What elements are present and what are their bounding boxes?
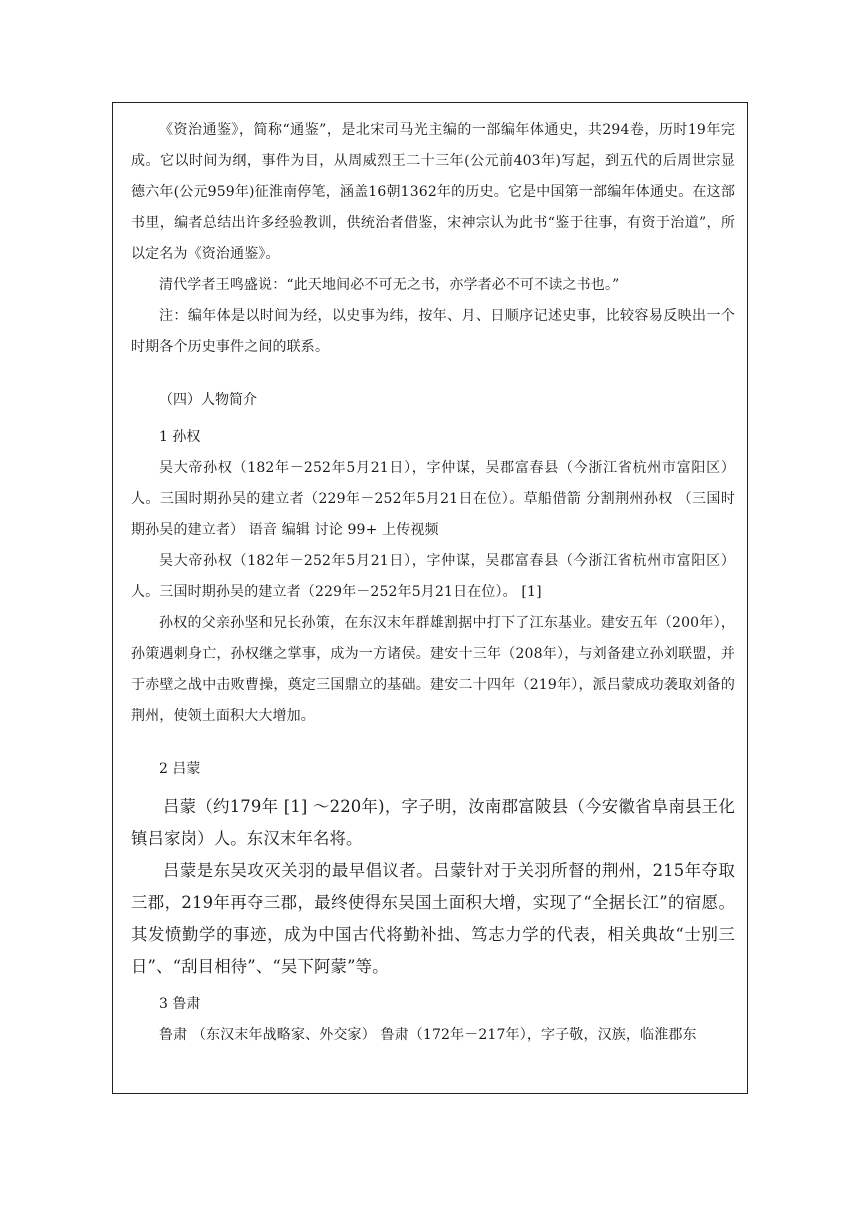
sunquan-paragraph-3: 孙权的父亲孙坚和兄长孙策，在东汉末年群雄割据中打下了江东基业。建安五年（200年），孙策遇刺身亡，孙权继之掌事，成为一方诸侯。建安十三年（208年），与刘备建立孙刘联盟，并于赤壁之战中击败曹操，奠定三国鼎立的基础。建安二十四年（219年），派吕蒙成功袭取刘备的荆州，使领土面积大大增加。 xyxy=(131,615,735,724)
lusu-paragraph-1: 鲁肃 （东汉末年战略家、外交家） 鲁肃（172年－217年），字子敬，汉族，临淮郡东 xyxy=(159,1027,697,1043)
sunquan-paragraph-2: 吴大帝孙权（182年－252年5月21日），字仲谋，吴郡富春县（今浙江省杭州市富阳区）人。三国时期孙吴的建立者（229年－252年5月21日在位）。 [1] xyxy=(131,553,735,600)
zztj-intro-paragraph: 《资治通鉴》，简称“通鉴”，是北宋司马光主编的一部编年体通史，共294卷，历时19年完成。它以时间为纲，事件为目，从周威烈王二十三年(公元前403年)写起，到五代的后周世宗显德六年(公元959年)征淮南停笔，涵盖16朝1362年的历史。它是中国第一部编年体通史。在这部书里，编者总结出许多经验教训，供统治者借鉴，宋神宗认为此书“鉴于往事，有资于治道”，所以定名为《资治通鉴》。 xyxy=(131,122,735,262)
section-heading: （四）人物简介 xyxy=(159,392,257,408)
content-frame xyxy=(112,102,748,1094)
lvmeng-paragraph-2: 吕蒙是东吴攻灭关羽的最早倡议者。吕蒙针对于关羽所督的荆州，215年夺取三郡，219年再夺三郡，最终使得东吴国土面积大增，实现了“全据长江”的宿愿。其发愤勤学的事迹，成为中国古代将勤补拙、笃志力学的代表，相关典故“士别三日”、“刮目相待”、“吴下阿蒙”等。 xyxy=(131,861,735,976)
note-paragraph: 注：编年体是以时间为经，以史事为纬，按年、月、日顺序记述史事，比较容易反映出一个时期各个历史事件之间的联系。 xyxy=(131,308,735,355)
sunquan-heading: 1 孙权 xyxy=(159,429,201,445)
document-body xyxy=(131,115,735,1051)
lvmeng-paragraph-1: 吕蒙（约179年 [1] ～220年)，字子明，汝南郡富陂县（今安徽省阜南县王化镇吕家岗）人。东汉末年名将。 xyxy=(131,797,735,848)
lvmeng-heading: 2 吕蒙 xyxy=(159,761,201,777)
sunquan-paragraph-1: 吴大帝孙权（182年－252年5月21日），字仲谋，吴郡富春县（今浙江省杭州市富阳区）人。三国时期孙吴的建立者（229年－252年5月21日在位）。草船借箭 分割荆州孙权 （三国时期孙吴的建立者） 语音 编辑 讨论 99+ 上传视频 xyxy=(131,460,735,538)
wang-quote-paragraph: 清代学者王鸣盛说：“此天地间必不可无之书，亦学者必不可不读之书也。” xyxy=(159,277,620,293)
lusu-heading: 3 鲁肃 xyxy=(159,996,201,1012)
